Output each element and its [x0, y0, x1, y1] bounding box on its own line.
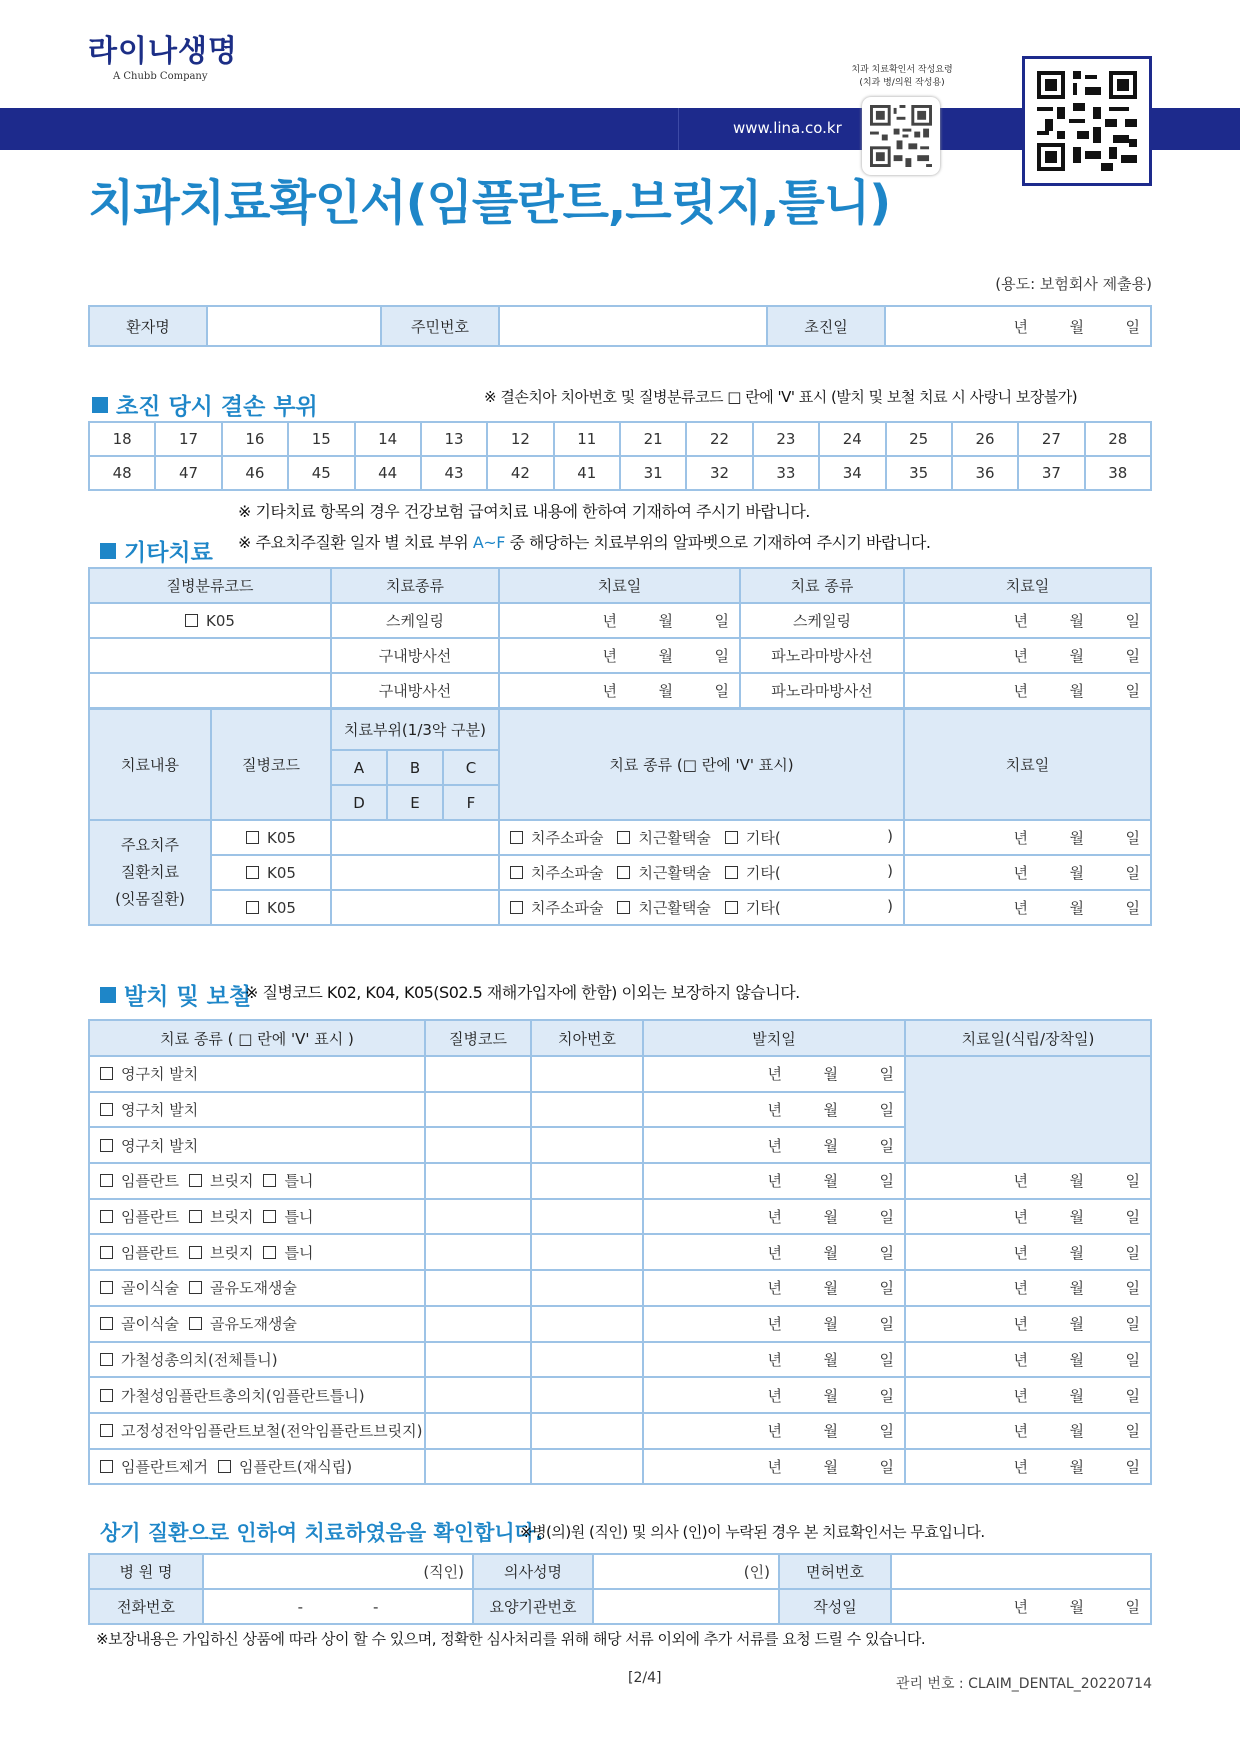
option-label: 치주소파술 — [531, 829, 604, 847]
table-row — [89, 1163, 1151, 1199]
treatment-kind-options[interactable] — [89, 1270, 425, 1306]
date-field[interactable]: 년 월 일 — [904, 820, 1151, 855]
extraction-note: ※ 질병코드 K02, K04, K05(S02.5 재해가입자에 한함) 이외는 보장하지 않습니다. — [245, 983, 800, 1002]
written-date-label: 작성일 — [779, 1589, 891, 1624]
k05-checkbox-cell[interactable]: K05 — [89, 603, 331, 638]
first-visit-label: 초진일 — [767, 306, 885, 346]
checkbox[interactable] — [617, 901, 630, 914]
option-label: 골이식술 — [121, 1315, 179, 1334]
table-row — [89, 1342, 1151, 1378]
patient-info-table — [88, 305, 1152, 347]
option-label: 영구치 발치 — [121, 1101, 199, 1120]
install-date-field[interactable]: 년 월 일 — [905, 1270, 1151, 1306]
extraction-date-field[interactable]: 년 월 일 — [643, 1163, 905, 1199]
disease-code-field[interactable] — [425, 1199, 531, 1235]
install-date-field[interactable]: 년 월 일 — [905, 1306, 1151, 1342]
disease-code-field[interactable] — [425, 1377, 531, 1413]
checkbox[interactable] — [725, 866, 738, 879]
tooth-number-cell[interactable]: 32 — [686, 456, 752, 490]
other-note-1: ※ 기타치료 항목의 경우 건강보험 급여치료 내용에 한하여 기재하여 주시기 바랍니다. — [238, 502, 810, 521]
table-row — [89, 820, 1151, 855]
disease-code-field[interactable] — [425, 1234, 531, 1270]
seal-mark: (직인) — [423, 1563, 464, 1581]
install-date-field[interactable]: 년 월 일 — [905, 1377, 1151, 1413]
header-tooth-number: 치아번호 — [531, 1020, 643, 1056]
tooth-number-cell[interactable]: 38 — [1085, 456, 1151, 490]
treatment-kind-options[interactable] — [89, 1306, 425, 1342]
other-treatment-table — [88, 567, 1152, 709]
header-extraction-date: 발치일 — [643, 1020, 905, 1056]
qr-code-large — [1022, 56, 1152, 186]
qr-code-icon — [1037, 71, 1137, 171]
header-treatment-type: 치료종류 — [331, 568, 499, 603]
option-label: 임플란트 — [121, 1243, 179, 1262]
missing-teeth-table — [88, 421, 1152, 491]
treatment-type-2: 스케일링 — [740, 603, 904, 638]
header-install-date: 치료일(식립/장착일) — [905, 1020, 1151, 1056]
disease-code-field[interactable] — [425, 1270, 531, 1306]
tooth-number-cell[interactable]: 18 — [89, 422, 155, 456]
extraction-date-field[interactable]: 년 월 일 — [643, 1270, 905, 1306]
tooth-number-cell[interactable]: 15 — [288, 422, 354, 456]
checkbox[interactable] — [100, 1424, 113, 1437]
tooth-number-cell[interactable]: 26 — [952, 422, 1018, 456]
treatment-kind-options[interactable] — [89, 1413, 425, 1449]
option-label: 치주소파술 — [531, 899, 604, 917]
option-label: 임플란트(재식립) — [238, 1457, 353, 1476]
option-label: 골이식술 — [121, 1279, 179, 1298]
extraction-date-field[interactable]: 년 월 일 — [643, 1056, 905, 1092]
checkbox[interactable] — [510, 901, 523, 914]
header-treatment-content: 치료내용 — [89, 709, 211, 820]
patient-name-label: 환자명 — [89, 306, 207, 346]
perio-type-options[interactable]: 치주소파술 치근활택술 기타( ) — [499, 820, 904, 855]
checkbox[interactable] — [725, 831, 738, 844]
option-label: 임플란트 — [121, 1172, 179, 1191]
date-field[interactable]: 년 월 일 — [499, 673, 740, 708]
checkbox[interactable] — [263, 1246, 276, 1259]
install-date-field[interactable]: 년 월 일 — [905, 1413, 1151, 1449]
perio-code-cell[interactable] — [211, 855, 331, 890]
table-row — [89, 603, 1151, 638]
tooth-number-cell[interactable]: 37 — [1018, 456, 1084, 490]
checkbox[interactable] — [246, 901, 259, 914]
disease-code-field[interactable] — [425, 1413, 531, 1449]
phone-label: 전화번호 — [89, 1589, 203, 1624]
upper-teeth-row — [89, 422, 1151, 456]
checkbox[interactable] — [189, 1210, 202, 1223]
table-row — [89, 673, 1151, 708]
table-row — [89, 1234, 1151, 1270]
tooth-number-cell[interactable]: 17 — [155, 422, 221, 456]
option-label: 틀니 — [284, 1208, 314, 1227]
tooth-number-field[interactable] — [531, 1092, 643, 1128]
tooth-number-cell[interactable]: 16 — [222, 422, 288, 456]
tooth-number-cell[interactable]: 22 — [686, 422, 752, 456]
extraction-date-field[interactable]: 년 월 일 — [643, 1377, 905, 1413]
option-label: K05 — [267, 898, 296, 917]
license-field[interactable] — [891, 1554, 1151, 1589]
tooth-number-cell[interactable]: 46 — [222, 456, 288, 490]
checkbox[interactable] — [100, 1353, 113, 1366]
option-label: 브릿지 — [209, 1243, 254, 1262]
perio-treatment-label: 주요치주 질환치료 (잇몸질환) — [89, 820, 211, 925]
install-date-field[interactable]: 년 월 일 — [905, 1199, 1151, 1235]
org-number-label: 요양기관번호 — [473, 1589, 593, 1624]
patient-name-field[interactable] — [207, 306, 381, 346]
checkbox[interactable] — [100, 1246, 113, 1259]
checkbox[interactable] — [189, 1246, 202, 1259]
treatment-kind-options[interactable] — [89, 1092, 425, 1128]
treatment-type-2: 파노라마방사선 — [740, 638, 904, 673]
tooth-number-cell[interactable]: 41 — [554, 456, 620, 490]
option-label: 임플란트제거 — [121, 1457, 208, 1476]
tooth-number-cell[interactable]: 13 — [421, 422, 487, 456]
disease-code-field[interactable] — [425, 1056, 531, 1092]
option-label: 기타( — [745, 864, 781, 882]
perio-site-field[interactable] — [331, 855, 499, 890]
header-treatment-kind: 치료 종류 (□ 란에 'V' 표시) — [499, 709, 904, 820]
install-date-field[interactable]: 년 월 일 — [905, 1449, 1151, 1485]
site-e: E — [387, 785, 443, 820]
treatment-type: 구내방사선 — [331, 638, 499, 673]
checkbox[interactable] — [263, 1174, 276, 1187]
tooth-number-field[interactable] — [531, 1449, 643, 1485]
checkbox[interactable] — [100, 1317, 113, 1330]
extraction-date-field[interactable]: 년 월 일 — [643, 1092, 905, 1128]
treatment-kind-options[interactable] — [89, 1234, 425, 1270]
checkbox[interactable] — [100, 1103, 113, 1116]
disease-code-field[interactable] — [425, 1092, 531, 1128]
option-label: 치근활택술 — [638, 829, 711, 847]
install-date-disabled — [905, 1056, 1151, 1163]
checkbox[interactable] — [100, 1281, 113, 1294]
option-label: 치근활택술 — [638, 864, 711, 882]
perio-code-cell[interactable] — [211, 890, 331, 925]
tooth-number-field[interactable] — [531, 1199, 643, 1235]
checkbox[interactable] — [617, 866, 630, 879]
option-label: 기타( — [745, 899, 781, 917]
checkbox[interactable] — [189, 1317, 202, 1330]
checkbox[interactable] — [218, 1460, 231, 1473]
doctor-name-label: 의사성명 — [473, 1554, 593, 1589]
option-label: 영구치 발치 — [121, 1136, 199, 1155]
table-row — [89, 890, 1151, 925]
tooth-number-cell[interactable]: 24 — [819, 422, 885, 456]
option-label: 틀니 — [284, 1243, 314, 1262]
missing-teeth-note: ※ 결손치아 치아번호 및 질병분류코드 □ 란에 'V' 표시 (발치 및 보철 치료 시 사랑니 보장불가) — [484, 388, 1078, 406]
qr-guide-label: 치과 치료확인서 작성요령 (치과 병/의원 작성용) — [851, 65, 953, 88]
tooth-number-cell[interactable]: 28 — [1085, 422, 1151, 456]
tooth-number-cell[interactable]: 44 — [355, 456, 421, 490]
page-number: [2/4] — [628, 1670, 662, 1686]
header-bar-divider — [678, 108, 679, 150]
treatment-kind-options[interactable] — [89, 1342, 425, 1378]
header-treatment-date-2: 치료일 — [904, 568, 1151, 603]
date-field[interactable]: 년 월 일 — [904, 855, 1151, 890]
extraction-date-field[interactable]: 년 월 일 — [643, 1449, 905, 1485]
other-note-2: ※ 주요치주질환 일자 별 치료 부위 A~F 중 해당하는 치료부위의 알파벳으로 기재하여 주시기 바랍니다. — [238, 533, 931, 552]
table-row — [89, 1377, 1151, 1413]
tooth-number-cell[interactable]: 11 — [554, 422, 620, 456]
disease-code-field[interactable] — [425, 1163, 531, 1199]
license-label: 면허번호 — [779, 1554, 891, 1589]
checkbox[interactable] — [246, 831, 259, 844]
option-label: 치근활택술 — [638, 899, 711, 917]
checkbox[interactable] — [263, 1210, 276, 1223]
table-row — [89, 1056, 1151, 1092]
sign-mark: (인) — [743, 1563, 770, 1581]
option-label: 기타( — [745, 829, 781, 847]
treatment-kind-options[interactable] — [89, 1056, 425, 1092]
site-a: A — [331, 750, 387, 785]
date-field[interactable]: 년 월 일 — [904, 603, 1151, 638]
site-d: D — [331, 785, 387, 820]
treatment-type-2: 파노라마방사선 — [740, 673, 904, 708]
section-square-icon — [92, 397, 108, 413]
checkbox[interactable] — [510, 866, 523, 879]
tooth-number-cell[interactable]: 12 — [487, 422, 553, 456]
option-label: K05 — [267, 863, 296, 882]
disease-code-field[interactable] — [425, 1342, 531, 1378]
header-treatment-site: 치료부위(1/3악 구분) — [331, 709, 499, 750]
periodontal-table — [88, 708, 1152, 926]
option-label: 임플란트 — [121, 1208, 179, 1227]
header-treatment-type-2: 치료 종류 — [740, 568, 904, 603]
hospital-name-field[interactable] — [203, 1554, 473, 1589]
phone-field[interactable]: - - — [203, 1589, 473, 1624]
company-logo-subtitle: A Chubb Company — [113, 71, 208, 82]
date-field[interactable]: 년 월 일 — [904, 673, 1151, 708]
checkbox[interactable] — [100, 1139, 113, 1152]
checkbox[interactable] — [100, 1389, 113, 1402]
table-row — [89, 855, 1151, 890]
extraction-date-field[interactable]: 년 월 일 — [643, 1413, 905, 1449]
table-row — [89, 1413, 1151, 1449]
table-row — [89, 1199, 1151, 1235]
perio-type-options[interactable]: 치주소파술 치근활택술 기타( ) — [499, 855, 904, 890]
first-visit-date-field[interactable]: 년 월 일 — [885, 306, 1151, 346]
missing-teeth-section-title: 초진 당시 결손 부위 — [92, 388, 318, 421]
tooth-number-cell[interactable]: 23 — [753, 422, 819, 456]
date-field[interactable]: 년 월 일 — [904, 638, 1151, 673]
tooth-number-field[interactable] — [531, 1270, 643, 1306]
footer-note: ※보장내용은 가입하신 상품에 따라 상이 할 수 있으며, 정확한 심사처리를 위해 해당 서류 이외에 추가 서류를 요청 드릴 수 있습니다. — [96, 1630, 926, 1648]
treatment-kind-options[interactable] — [89, 1163, 425, 1199]
checkbox — [185, 614, 198, 627]
tooth-number-cell[interactable]: 21 — [620, 422, 686, 456]
option-label: 가철성총의치(전체틀니) — [121, 1350, 278, 1369]
table-row — [89, 638, 1151, 673]
tooth-number-cell[interactable]: 45 — [288, 456, 354, 490]
tooth-number-field[interactable] — [531, 1377, 643, 1413]
option-label: 골유도재생술 — [209, 1315, 297, 1334]
header-disease-code: 질병코드 — [211, 709, 331, 820]
tooth-number-cell[interactable]: 27 — [1018, 422, 1084, 456]
other-section-title: 기타치료 — [100, 534, 213, 567]
confirm-statement: 상기 질환으로 인하여 치료하였음을 확인합니다. — [100, 1521, 543, 1545]
checkbox[interactable] — [189, 1174, 202, 1187]
tooth-number-cell[interactable]: 42 — [487, 456, 553, 490]
extraction-section-title: 발치 및 보철 — [100, 978, 251, 1011]
site-b: B — [387, 750, 443, 785]
tooth-number-field[interactable] — [531, 1234, 643, 1270]
empty-cell — [89, 638, 331, 673]
checkbox[interactable] — [100, 1210, 113, 1223]
checkbox[interactable] — [100, 1067, 113, 1080]
install-date-field[interactable]: 년 월 일 — [905, 1342, 1151, 1378]
option-label: K05 — [267, 828, 296, 847]
tooth-number-cell[interactable]: 43 — [421, 456, 487, 490]
lower-teeth-row — [89, 456, 1151, 490]
tooth-number-field[interactable] — [531, 1306, 643, 1342]
option-label: 치주소파술 — [531, 864, 604, 882]
install-date-field[interactable]: 년 월 일 — [905, 1234, 1151, 1270]
tooth-number-field[interactable] — [531, 1413, 643, 1449]
option-label: 브릿지 — [209, 1208, 254, 1227]
checkbox[interactable] — [510, 831, 523, 844]
checkbox[interactable] — [100, 1174, 113, 1187]
checkbox[interactable] — [100, 1460, 113, 1473]
perio-code-cell[interactable] — [211, 820, 331, 855]
option-label: 틀니 — [284, 1172, 314, 1191]
extraction-date-field[interactable]: 년 월 일 — [643, 1234, 905, 1270]
header-treatment-kind: 치료 종류 ( □ 란에 'V' 표시 ) — [89, 1020, 425, 1056]
header-treatment-date: 치료일 — [499, 568, 740, 603]
doctor-name-field[interactable] — [593, 1554, 779, 1589]
confirm-note: ※병(의)원 (직인) 및 의사 (인)이 누락된 경우 본 치료확인서는 무효입니다. — [520, 1523, 985, 1541]
tooth-number-cell[interactable]: 25 — [886, 422, 952, 456]
perio-site-field[interactable] — [331, 890, 499, 925]
option-label: 골유도재생술 — [209, 1279, 297, 1298]
section-square-icon — [100, 543, 116, 559]
header-treatment-date: 치료일 — [904, 709, 1151, 820]
treatment-kind-options[interactable] — [89, 1377, 425, 1413]
header-disease-code: 질병코드 — [425, 1020, 531, 1056]
tooth-number-cell[interactable]: 47 — [155, 456, 221, 490]
option-label: 고정성전악임플란트보철(전악임플란트브릿지) — [121, 1422, 423, 1441]
tooth-number-cell[interactable]: 48 — [89, 456, 155, 490]
checkbox[interactable] — [246, 866, 259, 879]
hospital-name-label: 병 원 명 — [89, 1554, 203, 1589]
option-label: 브릿지 — [209, 1172, 254, 1191]
usage-note: (용도: 보험회사 제출용) — [995, 275, 1152, 293]
tooth-number-cell[interactable]: 35 — [886, 456, 952, 490]
table-row — [89, 1270, 1151, 1306]
disease-code-field[interactable] — [425, 1127, 531, 1163]
tooth-number-field[interactable] — [531, 1056, 643, 1092]
date-field[interactable]: 년 월 일 — [904, 890, 1151, 925]
management-number: 관리 번호 : CLAIM_DENTAL_20220714 — [895, 1676, 1152, 1692]
company-logo: 라이나생명 — [88, 34, 238, 69]
treatment-kind-options[interactable] — [89, 1199, 425, 1235]
extraction-date-field[interactable]: 년 월 일 — [643, 1342, 905, 1378]
install-date-field[interactable]: 년 월 일 — [905, 1163, 1151, 1199]
disease-code-field[interactable] — [425, 1306, 531, 1342]
extraction-table — [88, 1019, 1152, 1485]
hospital-info-table — [88, 1553, 1152, 1625]
checkbox[interactable] — [725, 901, 738, 914]
rrn-field[interactable] — [499, 306, 767, 346]
extraction-date-field[interactable]: 년 월 일 — [643, 1127, 905, 1163]
tooth-number-field[interactable] — [531, 1342, 643, 1378]
tooth-number-cell[interactable]: 33 — [753, 456, 819, 490]
section-square-icon — [100, 987, 116, 1003]
treatment-kind-options[interactable] — [89, 1127, 425, 1163]
option-label: 영구치 발치 — [121, 1065, 199, 1084]
site-c: C — [443, 750, 499, 785]
extraction-date-field[interactable]: 년 월 일 — [643, 1306, 905, 1342]
site-f: F — [443, 785, 499, 820]
disease-code-field[interactable] — [425, 1449, 531, 1485]
website-url: www.lina.co.kr — [733, 119, 842, 137]
tooth-number-cell[interactable]: 31 — [620, 456, 686, 490]
tooth-number-field[interactable] — [531, 1127, 643, 1163]
table-row — [89, 1449, 1151, 1485]
treatment-kind-options[interactable] — [89, 1449, 425, 1485]
date-field[interactable]: 년 월 일 — [499, 638, 740, 673]
empty-cell — [89, 673, 331, 708]
option-label: 가철성임플란트총의치(임플란트틀니) — [121, 1386, 365, 1405]
treatment-type: 구내방사선 — [331, 673, 499, 708]
date-field[interactable]: 년 월 일 — [499, 603, 740, 638]
qr-code-icon — [870, 105, 932, 167]
extraction-date-field[interactable]: 년 월 일 — [643, 1199, 905, 1235]
checkbox[interactable] — [617, 831, 630, 844]
perio-type-options[interactable]: 치주소파술 치근활택술 기타( ) — [499, 890, 904, 925]
perio-site-field[interactable] — [331, 820, 499, 855]
written-date-field[interactable]: 년 월 일 — [891, 1589, 1151, 1624]
page-title: 치과치료확인서(임플란트,브릿지,틀니) — [88, 175, 891, 231]
treatment-type: 스케일링 — [331, 603, 499, 638]
rrn-label: 주민번호 — [381, 306, 499, 346]
table-row — [89, 1306, 1151, 1342]
tooth-number-cell[interactable]: 14 — [355, 422, 421, 456]
tooth-number-cell[interactable]: 36 — [952, 456, 1018, 490]
header-disease-code: 질병분류코드 — [89, 568, 331, 603]
checkbox[interactable] — [189, 1281, 202, 1294]
tooth-number-field[interactable] — [531, 1163, 643, 1199]
tooth-number-cell[interactable]: 34 — [819, 456, 885, 490]
org-number-field[interactable] — [593, 1589, 779, 1624]
